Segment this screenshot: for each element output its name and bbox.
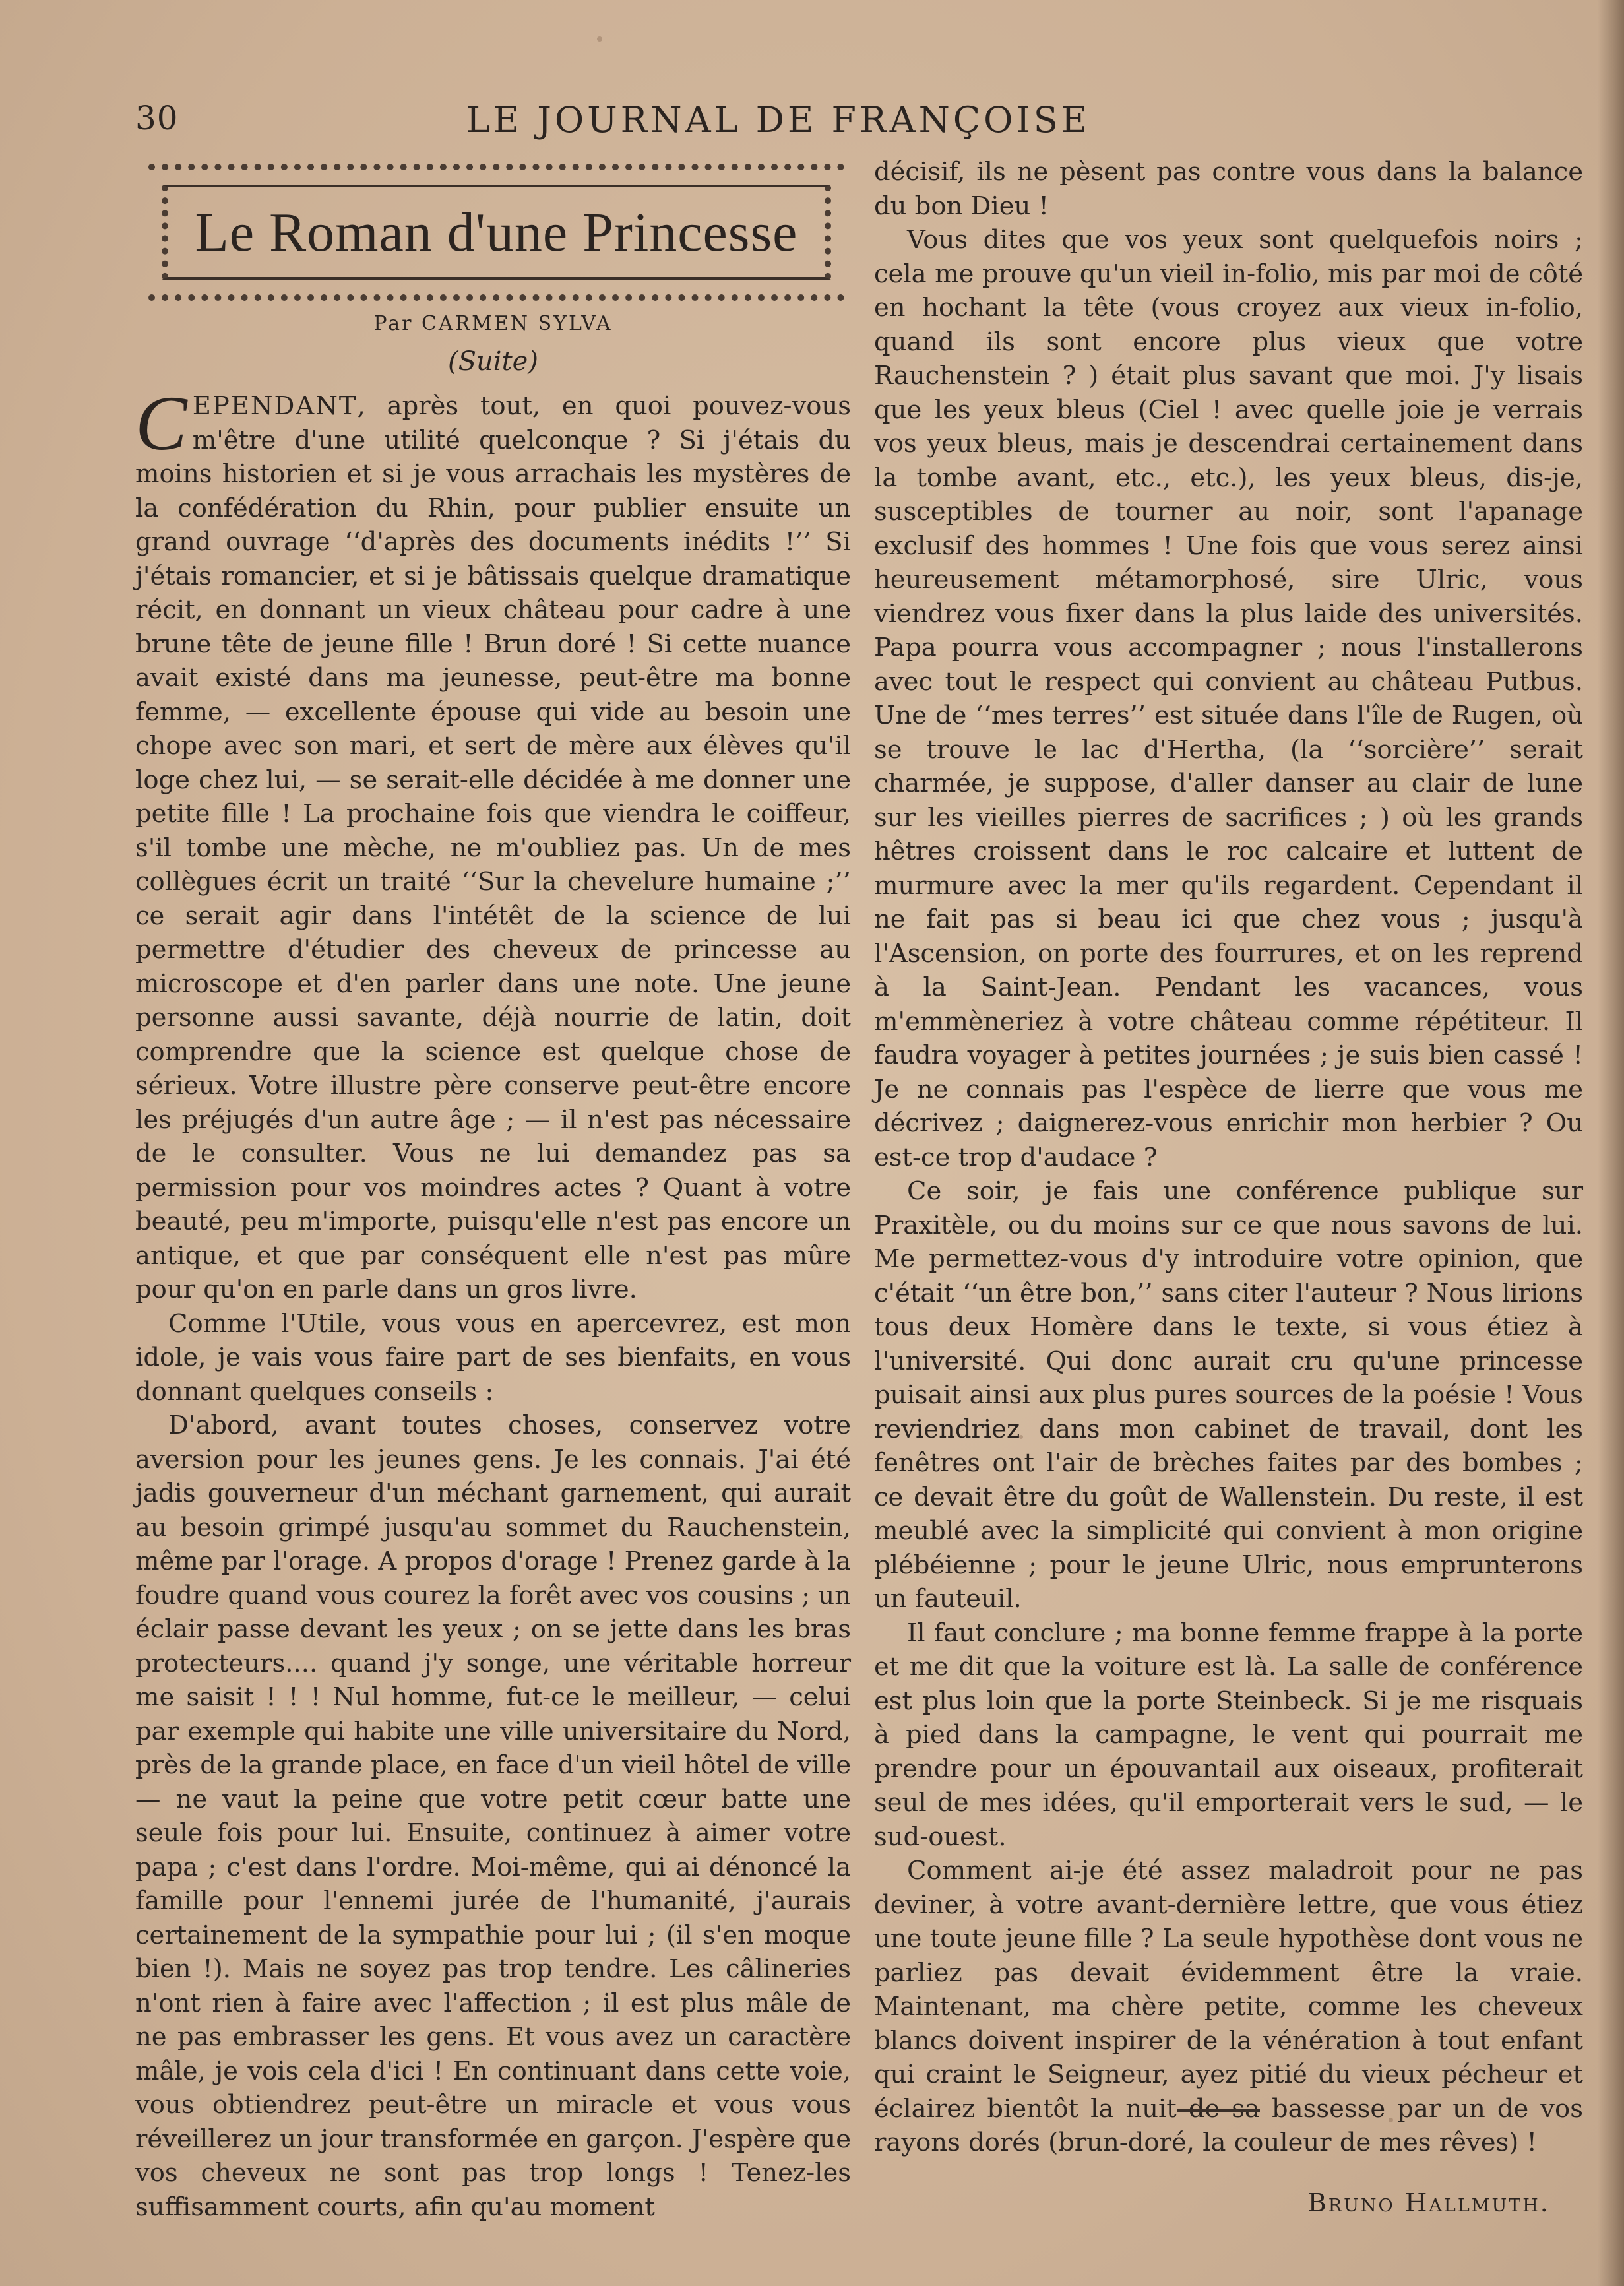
page-number: 30 bbox=[135, 99, 179, 137]
opening-paragraph bbox=[135, 380, 851, 1307]
signature: Bruno Hallmuth. bbox=[1307, 2188, 1550, 2218]
paragraph: décisif, ils ne pèsent pas contre vous dans la balance du bon Dieu ! bbox=[874, 157, 1583, 221]
title-inner-frame bbox=[162, 185, 831, 280]
paragraph: Comme l'Utile, vous vous en apercevrez, est mon idole, je vais vous faire part de ses bienfaits, en vous donnant quelques conseils : bbox=[135, 1308, 851, 1407]
right-column bbox=[874, 155, 1583, 2220]
binding-shadow bbox=[1598, 0, 1624, 2286]
journal-title: LE JOURNAL DE FRANÇOISE bbox=[466, 99, 1091, 141]
byline: Par CARMEN SYLVA bbox=[373, 312, 613, 335]
page-header bbox=[135, 99, 1421, 152]
paragraph: Comment ai-je été assez maladroit pour ne pas deviner, à votre avant-dernière lettre, que vous étiez une toute jeune fille ? La seule hypothèse dont vous ne parliez pas devait évidemment être la vraie. Maintenant, ma chère petite, comme les cheveux blancs doivent inspirer de la vénération à tout enfant qui craint le Seigneur, ayez pitié du vieux pécheur et éclairez bientôt la nuit de sa bassesse par un de vos rayons dorés (brun-doré, la couleur de mes rêves) ! bbox=[874, 1856, 1583, 2157]
article-title: Le Roman d'une Princesse bbox=[195, 201, 798, 263]
end-rule bbox=[1177, 2109, 1260, 2112]
title-ornament-frame bbox=[148, 164, 844, 301]
paragraph: Vous dites que vos yeux sont quelquefois noirs ; cela me prouve qu'un vieil in-folio, mis par moi de côté en hochant la tête (vous croyez aux vieux in-folio, quand ils sont encore plus vieux que votre Rauchenstein ? ) était plus savant que moi. J'y lisais que les yeux bleus (Ciel ! avec quelle joie je verrais vos yeux bleus, mais je descendrai certainement dans la tombe avant, etc., etc.), les yeux bleus, dis-je, susceptibles de tourner au noir, sont l'apanage exclusif des hommes ! Une fois que vous serez ainsi heureusement métamorphosé, sire Ulric, vous viendrez vous fixer dans la plus laide des universités. Papa pourra vous accompagner ; nous l'installerons avec tout le respect qui convient au château Putbus. Une de ‘‘mes terres’’ est située dans l'île de Rugen, où se trouve le lac d'Hertha, (la ‘‘sorcière’’ serait charmée, je suppose, d'aller danser au clair de lune sur les vieilles pierres de sacrifices ; ) où les grands hêtres croissent dans le roc calcaire et luttent de murmure avec la mer qu'ils regardent. Cependant il ne fait pas si beau ici que chez vous ; jusqu'à l'Ascension, on porte des fourrures, et on les reprend à la Saint-Jean. Pendant les vacances, vous m'emmèneriez à votre château comme répétiteur. Il faudra voyager à petites journées ; je suis bien cassé ! Je ne connais pas l'espèce de lierre que vous me décrivez ; daignerez-vous enrichir mon herbier ? Ou est-ce trop d'audace ? bbox=[874, 225, 1583, 1172]
left-column bbox=[135, 380, 851, 2224]
paragraph: Il faut conclure ; ma bonne femme frappe à la porte et me dit que la voiture est là. La salle de conférence est plus loin que la porte Steinbeck. Si je me risquais à pied dans la campagne, le vent qui pourrait me prendre pour un épouvantail aux oiseaux, profiterait seul de mes idées, qu'il emporterait vers le sud, — le sud-ouest. bbox=[874, 1618, 1583, 1852]
paragraph-text: , après tout, en quoi pouvez-vous m'être d'une utilité quelconque ? Si j'étais du moins historien et si je vous arrachais les mystères de la confédération du Rhin, pour publier ensuite un grand ouvrage ‘‘d'après des documents inédits !’’ Si j'étais romancier, et si je bâtissais quelque dramatique récit, en donnant un vieux château pour cadre à une brune tête de jeune fille ! Brun doré ! Si cette nuance avait existé dans ma jeunesse, peut-être ma bonne femme, — excellente épouse qui vide au besoin une chope avec son mari, et sert de mère aux élèves qu'il loge chez lui, — se serait-elle décidée à me donner une petite fille ! La prochaine fois que viendra le coiffeur, s'il tombe une mèche, ne m'oubliez pas. Un de mes collègues écrit un traité ‘‘Sur la chevelure humaine ;’’ ce serait agir dans l'intétêt de la science de lui permettre d'étudier des cheveux de princesse au microscope et d'en parler dans une note. Une jeune personne aussi savante, déjà nourrie de latin, doit comprendre que la science est quelque chose de sérieux. Votre illustre père conserve peut-être encore les préjugés d'un autre âge ; — il n'est pas nécessaire de le consulter. Vous ne lui demandez pas sa permission pour vos moindres actes ? Quant à votre beauté, peu m'importe, puisqu'elle n'est pas encore un antique, et que par conséquent elle n'est pas mûre pour qu'on en parle dans un gros livre. bbox=[135, 391, 851, 1304]
continued-note: (Suite) bbox=[448, 346, 538, 377]
drop-cap: C bbox=[135, 380, 187, 466]
opening-word: EPENDANT bbox=[192, 391, 358, 421]
paragraph: D'abord, avant toutes choses, conservez votre aversion pour les jeunes gens. Je les connais. J'ai été jadis gouverneur d'un méchant garnement, qui aurait au besoin grimpé jusqu'au sommet du Rauchenstein, même par l'orage. A propos d'orage ! Prenez garde à la foudre quand vous courez la forêt avec vos cousins ; un éclair passe devant les yeux ; on se jette dans les bras protecteurs.... quand j'y songe, une véritable horreur me saisit ! ! ! Nul homme, fut-ce le meilleur, — celui par exemple qui habite une ville universitaire du Nord, près de la grande place, en face d'un vieil hôtel de ville — ne vaut la peine que votre petit cœur batte une seule fois pour lui. Ensuite, continuez à aimer votre papa ; c'est dans l'ordre. Moi-même, qui ai dénoncé la famille pour l'ennemi jurée de l'humanité, j'aurais certainement de la sympathie pour lui ; (il s'en moque bien !). Mais ne soyez pas trop tendre. Les câlineries n'ont rien à faire avec l'affection ; il est plus mâle de ne pas embrasser les gens. Et vous avez un caractère mâle, je vois cela d'ici ! En continuant dans cette voie, vous obtiendrez peut-être un miracle et vous vous réveillerez un jour transformée en garçon. J'espère que vos cheveux ne sont pas trop longs ! Tenez-les suffisamment courts, afin qu'au moment bbox=[135, 1411, 851, 2222]
paragraph: Ce soir, je fais une conférence publique sur Praxitèle, ou du moins sur ce que nous savons de lui. Me permettez-vous d'y introduire votre opinion, que c'était ‘‘un être bon,’’ sans citer l'auteur ? Nous lirions tous deux Homère dans le texte, si vous étiez à l'université. Qui donc aurait cru qu'une princesse puisait ainsi aux plus pures sources de la poésie ! Vous reviendriez dans mon cabinet de travail, dont les fenêtres ont l'air de brèches faites par des bombes ; ce devait être du goût de Wallenstein. Du reste, il est meublé avec la simplicité qui convient à mon origine plébéienne ; pour le jeune Ulric, nous emprunterons un fauteuil. bbox=[874, 1176, 1583, 1614]
